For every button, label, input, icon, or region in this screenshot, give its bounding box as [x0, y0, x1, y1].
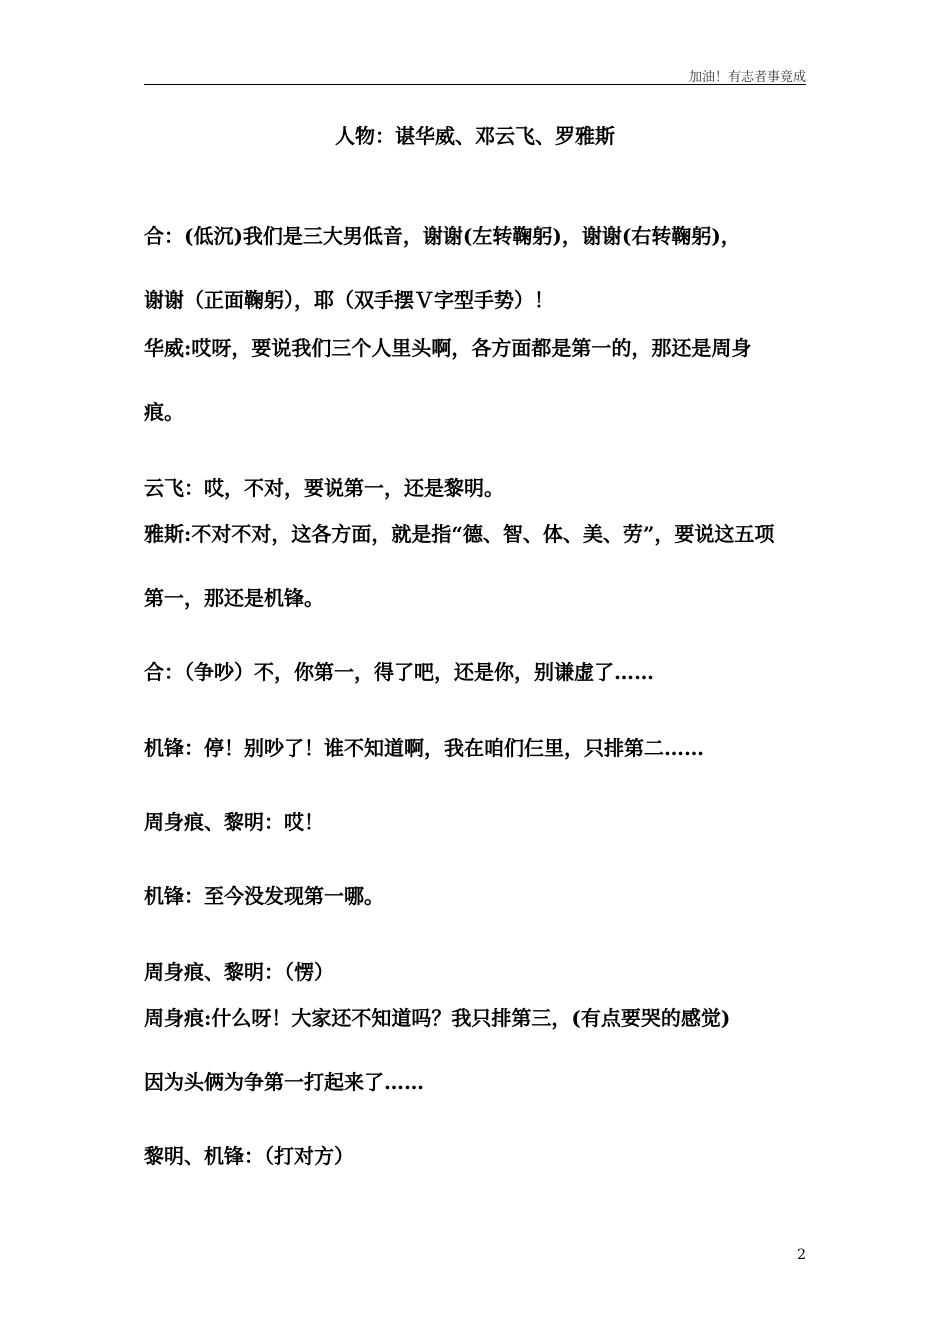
- script-line: 周身痕、黎明：（愣）: [144, 960, 334, 984]
- page-title: 人物：谌华威、邓云飞、罗雅斯: [335, 124, 615, 148]
- script-line: 云飞：哎，不对，要说第一，还是黎明。: [144, 476, 504, 500]
- script-line: 华威:哎呀，要说我们三个人里头啊，各方面都是第一的，那还是周身: [144, 336, 752, 360]
- script-line: 机锋：停！别吵了！谁不知道啊，我在咱们仨里，只排第二……: [144, 736, 704, 760]
- script-line: 机锋：至今没发现第一哪。: [144, 884, 384, 908]
- script-line: 合：（争吵）不，你第一，得了吧，还是你，别谦虚了……: [144, 660, 654, 684]
- script-line: 第一，那还是机锋。: [144, 586, 324, 610]
- script-line: 周身痕、黎明：哎！: [144, 810, 324, 834]
- script-line: 合：(低沉)我们是三大男低音，谢谢(左转鞠躬)，谢谢(右转鞠躬)，: [144, 224, 741, 248]
- header-divider: [144, 84, 806, 85]
- header-text: 加油！有志者事竟成: [688, 70, 806, 85]
- script-line: 谢谢（正面鞠躬），耶（双手摆Ｖ字型手势）！: [144, 288, 554, 312]
- script-line: 痕。: [144, 400, 184, 424]
- page-number: 2: [797, 1247, 806, 1263]
- script-line: 因为头俩为争第一打起来了……: [144, 1070, 424, 1094]
- script-line: 周身痕:什么呀！大家还不知道吗？我只排第三，(有点要哭的感觉): [144, 1006, 731, 1030]
- script-line: 黎明、机锋：（打对方）: [144, 1144, 354, 1168]
- script-line: 雅斯:不对不对，这各方面，就是指“德、智、体、美、劳”，要说这五项: [144, 522, 775, 546]
